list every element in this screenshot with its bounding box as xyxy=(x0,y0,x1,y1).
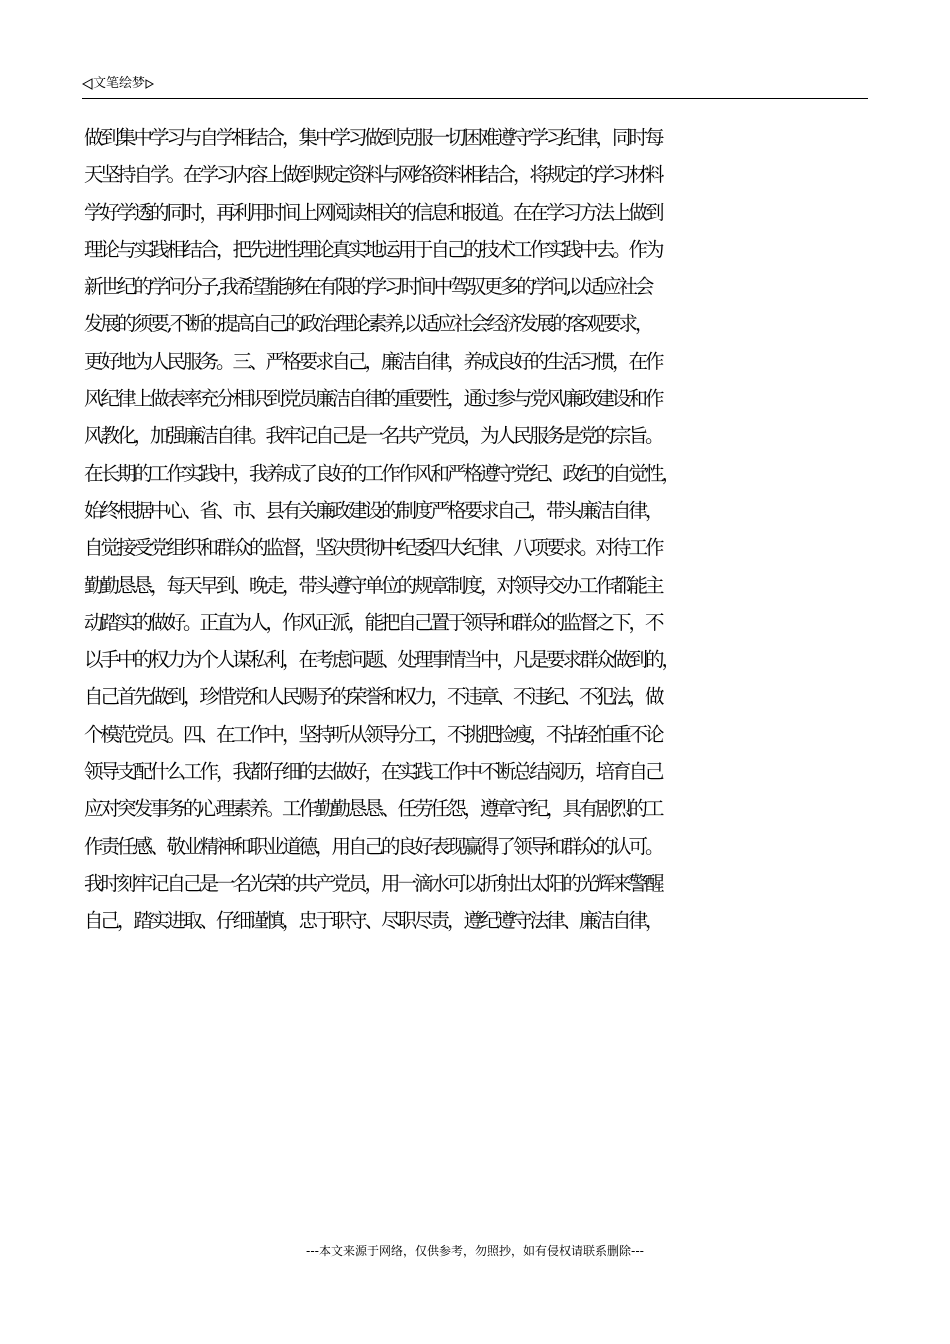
body-line: 勤勤恳恳，每天早到、晚走，带头遵守单位的规章制度，对领导交办工作都能主 xyxy=(84,573,662,597)
body-line: 风纪律上做表率充分相识到党员廉洁自律的重要性，通过参与党风廉政建设和作 xyxy=(84,387,662,411)
body-line: 始终根据中心、省、市、县有关廉政建设的制度严格要求自己，带头廉洁自律， xyxy=(84,498,662,522)
body-line: 理论与实践相结合，把先进性理论真实地运用于自己的技术工作实践中去。作为 xyxy=(84,237,662,261)
body-line: 更好地为人民服务。三、严格要求自己，廉洁自律，养成良好的生活习惯，在作 xyxy=(84,349,662,373)
body-line: 领导支配什么工作，我都仔细的去做好，在实践工作中不断总结阅历，培育自己 xyxy=(84,760,662,784)
body-line: 新世纪的学问分子,我希望能够在有限的学习时间中驾驭更多的学问,以适应社会 xyxy=(84,275,652,299)
body-line: 自己首先做到，珍惜党和人民赐予的荣誉和权力，不违章、不违纪、不犯法，做 xyxy=(84,685,662,709)
body-line: 动踏实的做好。正直为人，作风正派，能把自己置于领导和群众的监督之下，不 xyxy=(84,610,662,634)
body-line: 个模范党员。四、在工作中，坚持听从领导分工，不挑肥捡瘦，不拈轻怕重不论 xyxy=(84,722,662,746)
body-line: 以手中的权力为个人谋私利，在考虑问题、处理事情当中，凡是要求群众做到的， xyxy=(84,648,679,672)
body-line: 风教化，加强廉洁自律。我牢记自己是一名共产党员，为人民服务是党的宗旨。 xyxy=(84,424,662,448)
document-body xyxy=(84,119,884,940)
header-brand-text: 文笔绘梦 xyxy=(93,76,146,91)
header-brand xyxy=(82,75,154,93)
body-line: 自觉接受党组织和群众的监督，坚决贯彻中纪委四大纪律、八项要求。对待工作 xyxy=(84,536,662,560)
body-line: 应对突发事务的心理素养。工作勤勤恳恳、任劳任怨，遵章守纪，具有剧烈的工 xyxy=(84,797,662,821)
body-line: 作责任感、敬业精神和职业道德，用自己的良好表现赢得了领导和群众的认可。 xyxy=(84,834,662,858)
page-footer: ---本文来源于网络，仅供参考，勿照抄，如有侵权请联系删除--- xyxy=(306,1244,644,1258)
body-line: 自己，踏实进取、仔细谨慎，忠于职守、尽职尽责，遵纪遵守法律、廉洁自律， xyxy=(84,909,662,933)
body-line: 在长期的工作实践中，我养成了良好的工作作风和严格遵守党纪、政纪的自觉性， xyxy=(84,461,679,485)
body-line: 天坚持自学。在学习内容上做到规定资料与网络资料相结合，将规定的学习材料 xyxy=(84,163,662,187)
body-line: 学好学透的同时，再利用时间上网阅读相关的信息和报道。在在学习方法上做到 xyxy=(84,200,662,224)
body-line: 做到集中学习与自学相结合，集中学习做到克服一切困难遵守学习纪律，同时每 xyxy=(84,126,662,149)
triangle-left-icon xyxy=(82,78,93,90)
body-line: 我时刻牢记自己是一名光荣的共产党员，用一滴水可以折射出太阳的光辉来警醒 xyxy=(84,871,662,895)
page-header xyxy=(82,72,868,99)
body-line: 发展的须要,不断的提高自己的政治理论素养,以适应社会经济发展的客观要求， xyxy=(84,312,652,336)
triangle-right-icon xyxy=(145,78,154,90)
